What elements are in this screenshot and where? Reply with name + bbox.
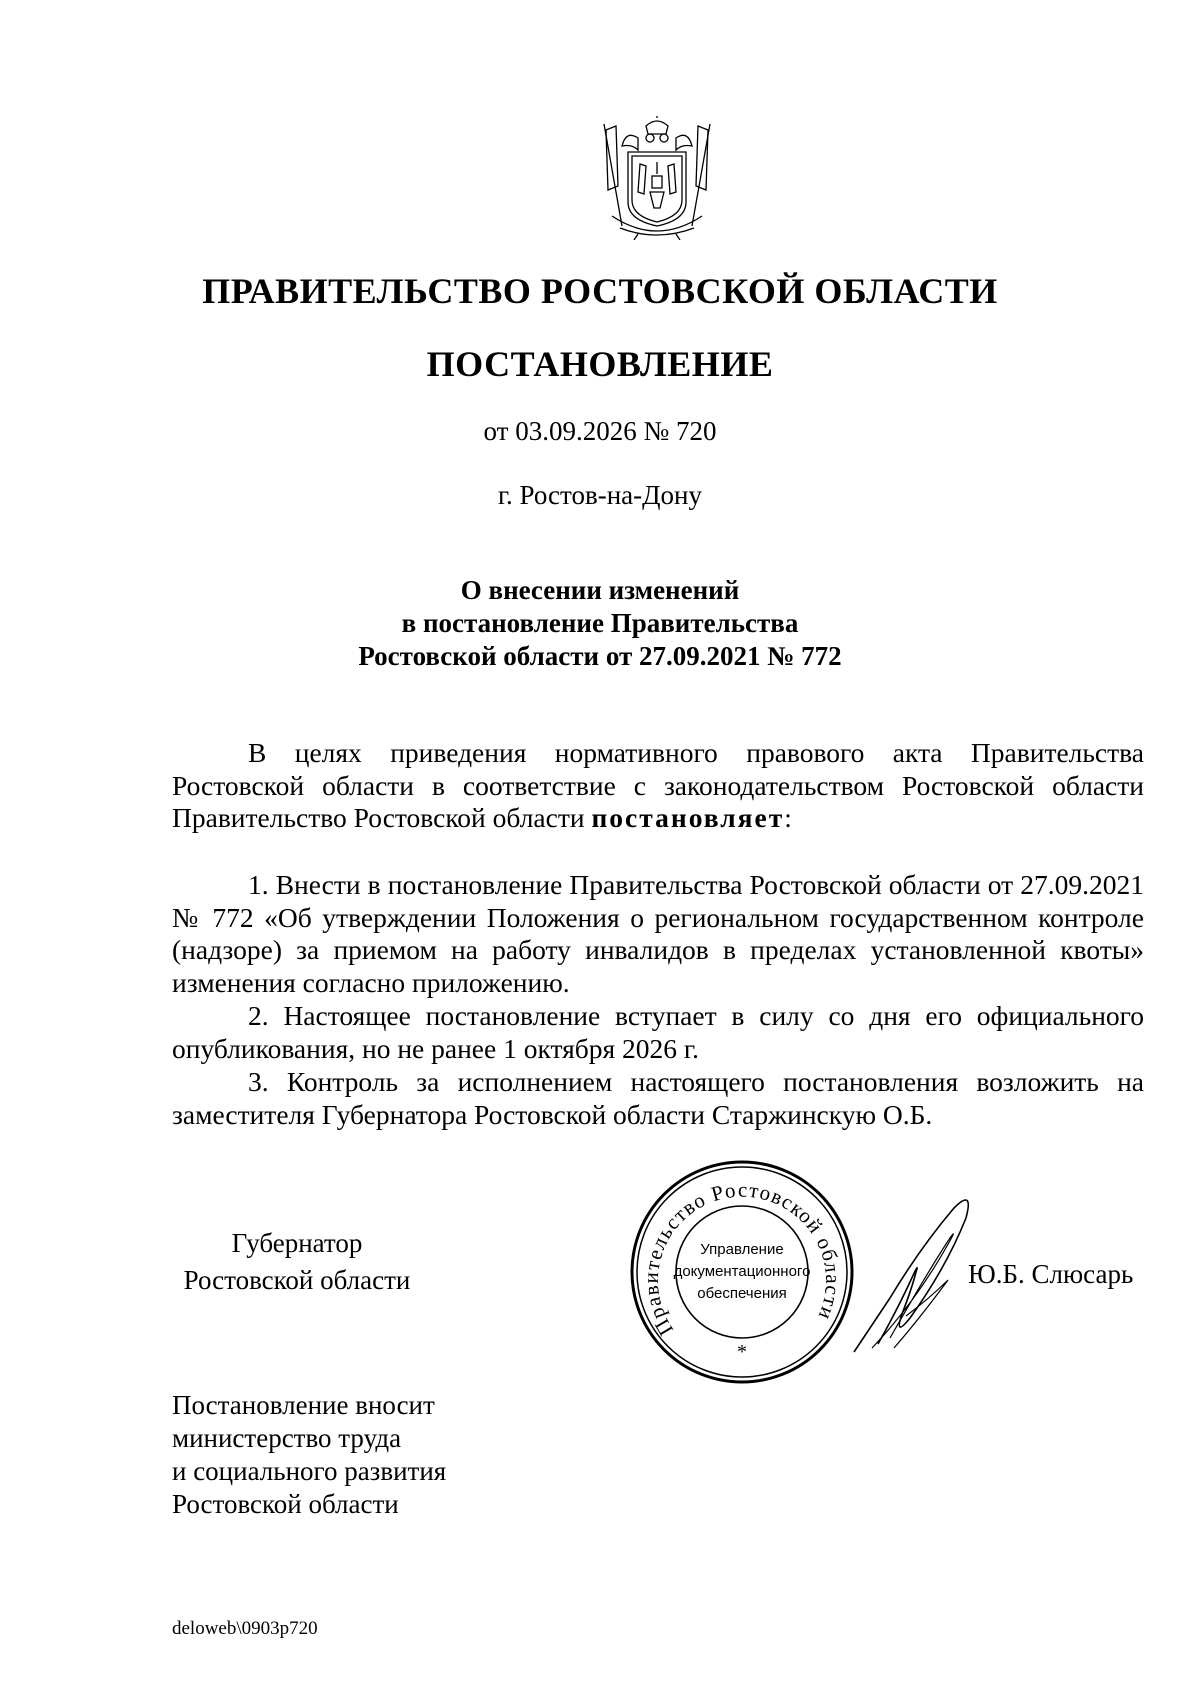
subject-line-1: О внесении изменений — [460, 575, 740, 605]
item-2-paragraph: 2. Настоящее постановление вступает в силу со дня его официального опубликования, но не ранее 1 октября 2026 г. — [172, 1000, 1144, 1064]
submitter-block — [172, 1389, 446, 1521]
seal-inner-line-3: обеспечения — [697, 1285, 787, 1302]
subject-line-3: Ростовской области от 27.09.2021 № 772 — [358, 641, 842, 671]
government-title: ПРАВИТЕЛЬСТВО РОСТОВСКОЙ ОБЛАСТИ — [202, 271, 998, 311]
document-subject — [0, 574, 1200, 673]
intro-end: : — [784, 802, 792, 833]
submitter-line-1: Постановление вносит — [172, 1390, 435, 1420]
handwritten-signature — [850, 1188, 986, 1356]
svg-text:Правительство Ростовской облас — [639, 1178, 845, 1340]
file-reference: deloweb\0903p720 — [172, 1618, 318, 1639]
item-1-paragraph: 1. Внести в постановление Правительства Ростовской области от 27.09.2021 № 772 «Об утверждении Положения о региональном государственном контроле (надзоре) за приемом на работу инвалидов в пределах установленной квоты» изменения согласно приложению. — [172, 869, 1144, 998]
seal-star: * — [737, 1341, 747, 1363]
intro-emphasis: постановляет — [591, 802, 785, 833]
submitter-line-2: министерство труда — [172, 1423, 402, 1453]
intro-text: В целях приведения нормативного правового акта Правительства Ростовской области в соответствие с законодательством Ростовской области Правительство Ростовской области — [172, 737, 1144, 833]
submitter-line-3: и социального развития — [172, 1456, 447, 1486]
seal-inner-line-2: документационного — [673, 1263, 811, 1280]
signer-name: Ю.Б. Слюсарь — [968, 1259, 1134, 1289]
item-3-paragraph: 3. Контроль за исполнением настоящего постановления возложить на заместителя Губернатора Ростовской области Старжинскую О.Б. — [172, 1066, 1144, 1130]
signer-title — [176, 1225, 418, 1299]
official-seal — [628, 1158, 856, 1386]
submitter-line-4: Ростовской области — [172, 1489, 399, 1519]
intro-paragraph — [172, 737, 1144, 835]
seal-outer-text: Правительство Ростовской области — [638, 1177, 846, 1340]
subject-line-2: в постановление Правительства — [401, 608, 799, 638]
coat-of-arms-icon — [598, 116, 716, 240]
document-city: г. Ростов-на-Дону — [497, 480, 702, 510]
document-type: ПОСТАНОВЛЕНИЕ — [426, 344, 774, 384]
signer-title-line-2: Ростовской области — [183, 1265, 411, 1295]
document-date-number: от 03.09.2026 № 720 — [483, 416, 717, 446]
seal-inner-line-1: Управление — [700, 1241, 784, 1258]
signer-title-line-1: Губернатор — [231, 1228, 363, 1258]
